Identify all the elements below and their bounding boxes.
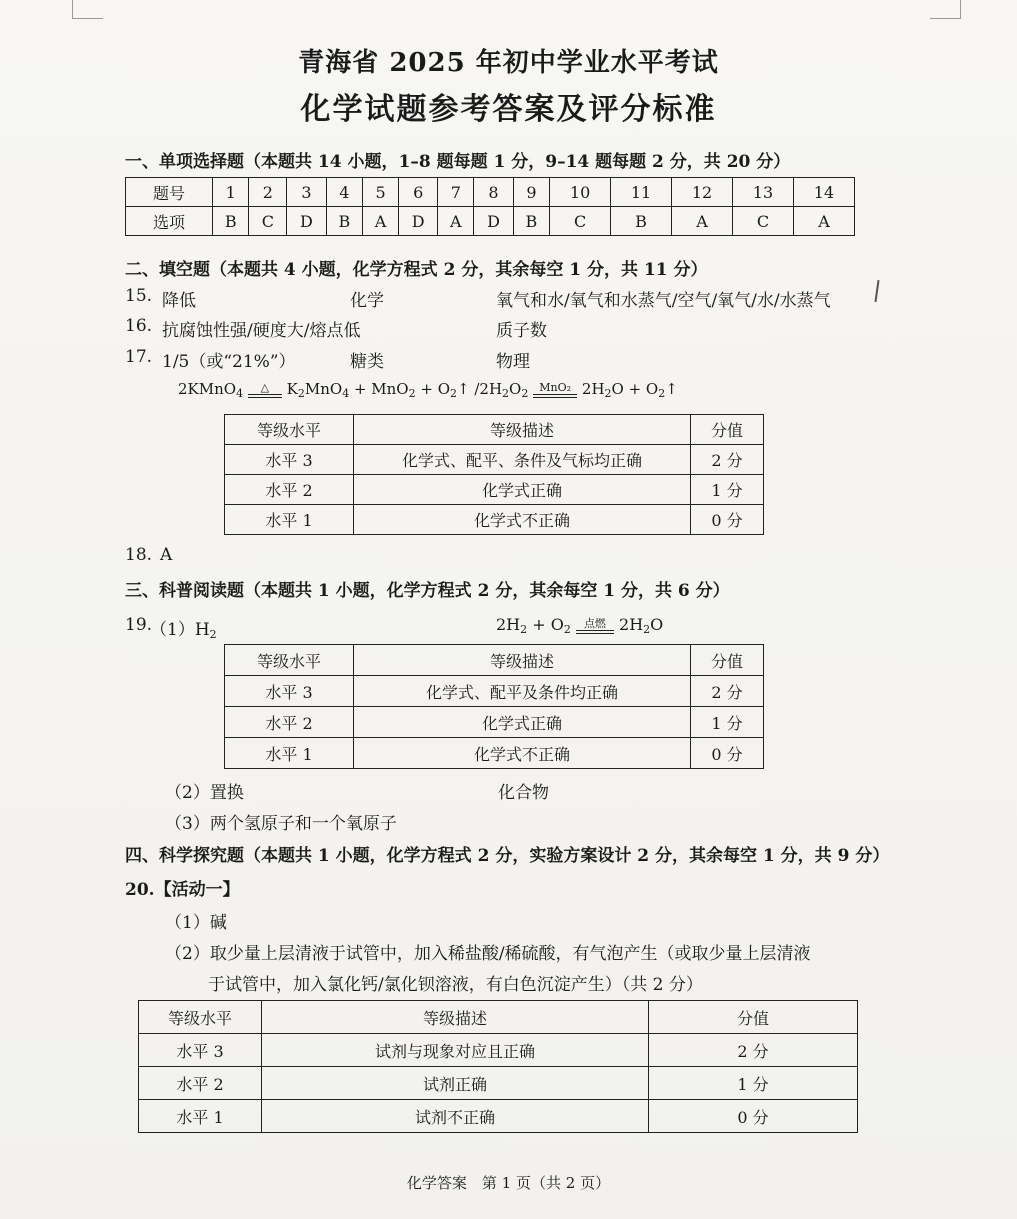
answer-option: B bbox=[611, 207, 672, 236]
question-number: 3 bbox=[287, 178, 326, 207]
question-number: 10 bbox=[550, 178, 611, 207]
q16-number: 16. bbox=[125, 316, 153, 336]
description-cell: 化学式、配平、条件及气标均正确 bbox=[354, 445, 691, 475]
reaction-condition-heat bbox=[248, 382, 282, 398]
eq-text: 2H bbox=[496, 615, 521, 634]
eq-subscript: 2 bbox=[643, 623, 651, 636]
description-cell: 化学式不正确 bbox=[354, 505, 691, 535]
description-cell: 试剂与现象对应且正确 bbox=[262, 1034, 649, 1067]
pen-stroke bbox=[874, 280, 879, 302]
q20-number: 20. bbox=[125, 880, 155, 900]
eq-text: K bbox=[286, 380, 298, 398]
score-cell: 1 分 bbox=[649, 1067, 858, 1100]
answer-option: C bbox=[550, 207, 611, 236]
page-title-line2: 化学试题参考答案及评分标准 bbox=[300, 92, 717, 127]
table-header-row bbox=[225, 645, 764, 676]
q17-number: 17. bbox=[125, 347, 153, 367]
page-title-line1: 青海省 2025 年初中学业水平考试 bbox=[298, 48, 719, 78]
eq-text: MnO bbox=[304, 380, 343, 398]
eq-subscript: 2 bbox=[563, 623, 571, 636]
question-number: 5 bbox=[363, 178, 399, 207]
header-level: 等级水平 bbox=[139, 1001, 262, 1034]
table-row bbox=[139, 1034, 858, 1067]
q19-part1 bbox=[150, 615, 217, 641]
question-number: 11 bbox=[611, 178, 672, 207]
q16-answer-1: 抗腐蚀性强/硬度大/熔点低 bbox=[162, 321, 361, 341]
q20-header bbox=[125, 875, 240, 900]
q19-part2: （2）置换 bbox=[165, 783, 244, 803]
answer-option: A bbox=[793, 207, 854, 236]
eq-text: + O bbox=[415, 380, 451, 398]
eq-text: 2H bbox=[619, 615, 644, 634]
level-cell: 水平 2 bbox=[225, 707, 354, 738]
condition-text: 点燃 bbox=[583, 616, 606, 630]
table-row bbox=[225, 475, 764, 505]
q17-answer-2: 糖类 bbox=[350, 352, 384, 372]
condition-text: △ bbox=[260, 381, 270, 394]
level-cell: 水平 3 bbox=[225, 445, 354, 475]
level-cell: 水平 1 bbox=[225, 738, 354, 769]
eq-text: + MnO bbox=[349, 380, 409, 398]
eq-subscript: 2 bbox=[520, 623, 528, 636]
question-number: 1 bbox=[213, 178, 249, 207]
score-cell: 0 分 bbox=[691, 505, 764, 535]
question-number: 2 bbox=[249, 178, 287, 207]
answer-option: B bbox=[213, 207, 249, 236]
level-cell: 水平 2 bbox=[139, 1067, 262, 1100]
answer-option: B bbox=[513, 207, 549, 236]
eq-subscript: 2 bbox=[408, 387, 416, 400]
condition-text: MnO₂ bbox=[539, 381, 572, 394]
table-header-row bbox=[139, 1001, 858, 1034]
eq-subscript: 2 bbox=[297, 387, 305, 400]
eq-text: + O bbox=[527, 615, 564, 634]
answer-table-numbers-row bbox=[126, 178, 855, 207]
answer-text: （1）H bbox=[150, 620, 210, 640]
grading-table-20 bbox=[138, 1000, 858, 1133]
grading-table-19 bbox=[224, 644, 764, 769]
question-number: 4 bbox=[326, 178, 362, 207]
q19-equation bbox=[496, 615, 663, 636]
header-score: 分值 bbox=[691, 645, 764, 676]
eq-subscript: 4 bbox=[236, 387, 244, 400]
q15-number: 15. bbox=[125, 286, 153, 306]
q20-part1: （1）碱 bbox=[165, 913, 227, 933]
section3-heading: 三、科普阅读题（本题共 1 小题，化学方程式 2 分，其余每空 1 分，共 6 分） bbox=[125, 581, 730, 601]
section4-heading: 四、科学探究题（本题共 1 小题，化学方程式 2 分，实验方案设计 2 分，其余每空 1 分，共 9 分） bbox=[125, 846, 890, 866]
description-cell: 试剂正确 bbox=[262, 1067, 649, 1100]
level-cell: 水平 3 bbox=[139, 1034, 262, 1067]
score-cell: 2 分 bbox=[691, 445, 764, 475]
eq-subscript: 2 bbox=[658, 387, 666, 400]
table-row bbox=[225, 505, 764, 535]
header-level: 等级水平 bbox=[225, 645, 354, 676]
table-row bbox=[225, 676, 764, 707]
answer-option: D bbox=[287, 207, 326, 236]
eq-text: 2H bbox=[581, 380, 605, 398]
q18-answer: A bbox=[160, 545, 173, 565]
eq-subscript: 4 bbox=[342, 387, 350, 400]
description-cell: 化学式不正确 bbox=[354, 738, 691, 769]
grading-table-17 bbox=[224, 414, 764, 535]
score-cell: 2 分 bbox=[649, 1034, 858, 1067]
score-cell: 2 分 bbox=[691, 676, 764, 707]
table-row bbox=[139, 1100, 858, 1133]
q20-part2-line2: 于试管中，加入氯化钙/氯化钡溶液，有白色沉淀产生）（共 2 分） bbox=[208, 975, 703, 995]
eq-text: 2KMnO bbox=[178, 380, 237, 398]
table-row bbox=[225, 707, 764, 738]
eq-text: ↑ /2H bbox=[457, 380, 503, 398]
reaction-condition-ignite bbox=[576, 618, 614, 634]
question-number: 14 bbox=[793, 178, 854, 207]
page-footer: 化学答案 第 1 页（共 2 页） bbox=[406, 1174, 611, 1192]
eq-subscript: 2 bbox=[604, 387, 612, 400]
level-cell: 水平 2 bbox=[225, 475, 354, 505]
header-score: 分值 bbox=[691, 415, 764, 445]
header-description: 等级描述 bbox=[354, 645, 691, 676]
header-level: 等级水平 bbox=[225, 415, 354, 445]
q20-part2-line1: （2）取少量上层清液于试管中，加入稀盐酸/稀硫酸，有气泡产生（或取少量上层清液 bbox=[165, 944, 811, 964]
level-cell: 水平 3 bbox=[225, 676, 354, 707]
question-number: 7 bbox=[438, 178, 474, 207]
answer-option: A bbox=[438, 207, 474, 236]
question-number: 12 bbox=[672, 178, 733, 207]
q18-number: 18. bbox=[125, 545, 153, 565]
q20-activity-label: 【活动一】 bbox=[154, 880, 240, 900]
section1-heading: 一、单项选择题（本题共 14 小题，1–8 题每题 1 分，9–14 题每题 2 分，共 20 分） bbox=[125, 152, 791, 172]
q17-equation bbox=[178, 380, 678, 400]
row-label-answers: 选项 bbox=[126, 207, 213, 236]
q15-answer-3: 氧气和水/氧气和水蒸气/空气/氧气/水/水蒸气 bbox=[496, 291, 831, 311]
table-row bbox=[139, 1067, 858, 1100]
q17-answer-3: 物理 bbox=[496, 352, 530, 372]
eq-subscript: 2 bbox=[521, 387, 529, 400]
q19-part3: （3）两个氢原子和一个氧原子 bbox=[165, 814, 397, 834]
eq-subscript: 2 bbox=[450, 387, 458, 400]
eq-subscript: 2 bbox=[502, 387, 510, 400]
description-cell: 化学式、配平及条件均正确 bbox=[354, 676, 691, 707]
description-cell: 化学式正确 bbox=[354, 707, 691, 738]
table-header-row bbox=[225, 415, 764, 445]
description-cell: 化学式正确 bbox=[354, 475, 691, 505]
answer-option: D bbox=[398, 207, 437, 236]
eq-text: ↑ bbox=[665, 380, 678, 398]
score-cell: 1 分 bbox=[691, 707, 764, 738]
answer-option: A bbox=[672, 207, 733, 236]
question-number: 9 bbox=[513, 178, 549, 207]
score-cell: 0 分 bbox=[649, 1100, 858, 1133]
q17-answer-1: 1/5（或“21%”） bbox=[162, 352, 296, 372]
level-cell: 水平 1 bbox=[139, 1100, 262, 1133]
eq-text: O bbox=[650, 615, 664, 634]
header-description: 等级描述 bbox=[262, 1001, 649, 1034]
crop-mark-left bbox=[72, 0, 103, 19]
answer-table bbox=[125, 177, 855, 236]
answer-option: A bbox=[363, 207, 399, 236]
answer-option: C bbox=[249, 207, 287, 236]
q15-answer-2: 化学 bbox=[350, 291, 384, 311]
eq-subscript: 2 bbox=[209, 628, 217, 641]
row-label-numbers: 题号 bbox=[126, 178, 213, 207]
score-cell: 1 分 bbox=[691, 475, 764, 505]
q19-part2-answer: 化合物 bbox=[498, 783, 549, 803]
q15-answer-1: 降低 bbox=[162, 291, 196, 311]
score-cell: 0 分 bbox=[691, 738, 764, 769]
question-number: 6 bbox=[398, 178, 437, 207]
description-cell: 试剂不正确 bbox=[262, 1100, 649, 1133]
header-score: 分值 bbox=[649, 1001, 858, 1034]
eq-text: O + O bbox=[611, 380, 659, 398]
table-row bbox=[225, 445, 764, 475]
answer-option: C bbox=[732, 207, 793, 236]
eq-text: O bbox=[509, 380, 522, 398]
answer-option: B bbox=[326, 207, 362, 236]
q19-number: 19. bbox=[125, 615, 153, 635]
level-cell: 水平 1 bbox=[225, 505, 354, 535]
section2-heading: 二、填空题（本题共 4 小题，化学方程式 2 分，其余每空 1 分，共 11 分） bbox=[125, 260, 708, 280]
question-number: 8 bbox=[474, 178, 513, 207]
q16-answer-2: 质子数 bbox=[496, 321, 547, 341]
answer-option: D bbox=[474, 207, 513, 236]
table-row bbox=[225, 738, 764, 769]
reaction-condition-catalyst bbox=[533, 382, 577, 398]
answer-table-answers-row bbox=[126, 207, 855, 236]
crop-mark-right bbox=[930, 0, 961, 19]
header-description: 等级描述 bbox=[354, 415, 691, 445]
question-number: 13 bbox=[732, 178, 793, 207]
